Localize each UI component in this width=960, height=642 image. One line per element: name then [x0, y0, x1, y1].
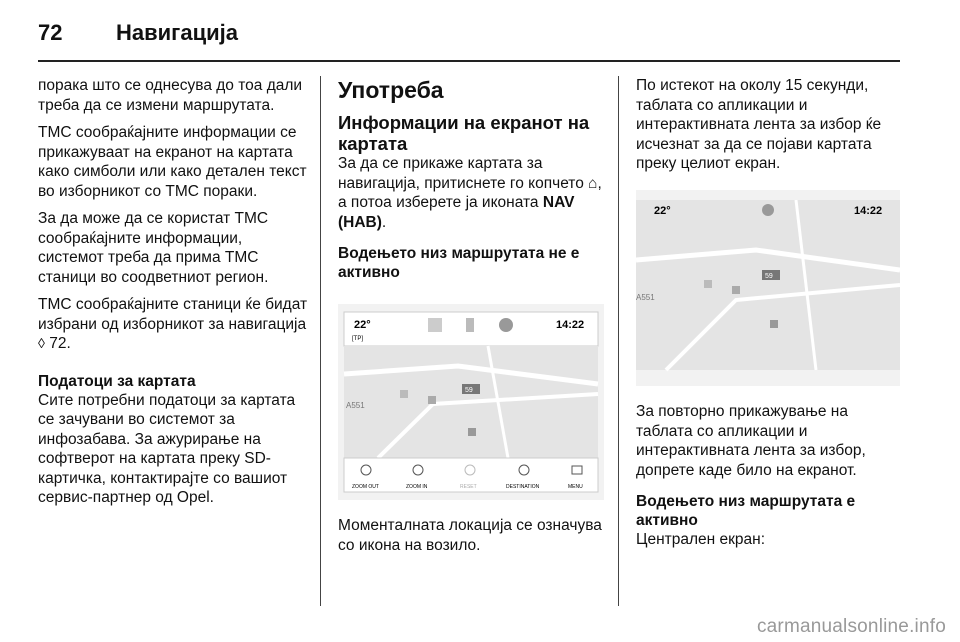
- temperature: 22°: [354, 319, 371, 331]
- section-subheading: Водењето низ маршрутата не е активно: [338, 245, 580, 281]
- paragraph: Сите потребни податоци за картата се зачувани во системот за инфозабава. За ажурирање на софтверот на картата преку SD-картичка, контактирајте со вашиот сервис-партнер од Opel.: [38, 391, 296, 506]
- paragraph-text: TMC сообраќајните станици ќе бидат избрани од изборникот за навигација: [38, 296, 308, 333]
- paragraph-text: .: [381, 213, 387, 231]
- paragraph: За повторно прикажување на таблата со апликации и интерактивната лента за избор, допрете каде било на екранот.: [636, 403, 866, 479]
- svg-text:MENU: MENU: [568, 484, 583, 490]
- nav-icon[interactable]: [499, 318, 513, 332]
- tp-indicator: [TP]: [352, 336, 364, 342]
- column-3: [636, 76, 908, 182]
- page-title: Навигација: [116, 20, 238, 45]
- paragraph-text: , а потоа изберете ја иконата: [338, 174, 602, 211]
- svg-text:ZOOM OUT: ZOOM OUT: [352, 484, 379, 490]
- nav-label: NAV (HAB): [338, 194, 575, 231]
- clock: 14:22: [854, 205, 883, 217]
- paragraph: TMC сообраќајните информации се прикажуваат на екранот на картата како симболи или како детален текст во изборникот со TMC пораки.: [38, 124, 307, 200]
- nav-icon[interactable]: [762, 204, 774, 216]
- poi-icon[interactable]: [704, 280, 712, 288]
- page-reference-link[interactable]: 72.: [49, 335, 71, 352]
- navigation-fullscreen-image: [636, 190, 900, 386]
- image-caption: Моменталната локација се означува со икона на возило.: [338, 517, 602, 554]
- vehicle-icon: [468, 428, 476, 436]
- road-number: 59: [765, 273, 773, 280]
- audio-icon[interactable]: [428, 318, 442, 332]
- column-divider-1: [320, 76, 321, 606]
- section-subheading: Податоци за картата: [38, 372, 196, 390]
- paragraph: За да може да се користат TMC сообраќајните информации, системот треба да прима TMC станици во соодветниот регион.: [38, 210, 269, 286]
- page-reference-icon: ◊: [38, 335, 45, 351]
- paragraph: Централен екран:: [636, 531, 766, 548]
- section-heading: Употреба: [338, 77, 444, 103]
- paragraph-text: За да се прикаже картата за навигација, притиснете го копчето: [338, 155, 584, 192]
- poi-icon[interactable]: [400, 390, 408, 398]
- column-1: [38, 76, 308, 516]
- section-subheading: Водењето низ маршрутата е активно: [636, 493, 856, 529]
- map-label: A551: [346, 401, 365, 410]
- clock: 14:22: [556, 319, 585, 331]
- watermark: carmanualsonline.info: [756, 616, 946, 637]
- map-label: A551: [636, 293, 655, 302]
- road-number: 59: [465, 387, 473, 394]
- column-3-lower: [636, 402, 908, 558]
- svg-text:ZOOM IN: ZOOM IN: [406, 484, 428, 490]
- phone-icon[interactable]: [466, 318, 474, 332]
- column-divider-2: [618, 76, 619, 606]
- home-button-icon: ⌂: [588, 174, 598, 192]
- temperature: 22°: [654, 205, 671, 217]
- paragraph: [338, 154, 606, 232]
- poi-icon[interactable]: [428, 396, 436, 404]
- header-rule: [38, 60, 900, 62]
- column-2: [338, 76, 606, 282]
- vehicle-icon: [770, 320, 778, 328]
- map-area[interactable]: [636, 200, 900, 370]
- page-number: 72: [38, 20, 63, 45]
- section-subheading: Информации на екранот на картата: [338, 112, 590, 154]
- page-header: [38, 16, 928, 60]
- svg-text:DESTINATION: DESTINATION: [506, 484, 540, 490]
- paragraph: По истекот на околу 15 секунди, таблата со апликации и интерактивната лента за избор ќе исчезнат за да се појави картата преку целиот екран.: [636, 77, 882, 172]
- navigation-screen-image: [338, 304, 604, 500]
- paragraph: [38, 295, 308, 354]
- poi-icon[interactable]: [732, 286, 740, 294]
- svg-text:RESET: RESET: [460, 484, 477, 490]
- caption-block: [338, 516, 606, 563]
- map-area[interactable]: [344, 346, 598, 458]
- paragraph: порака што се однесува до тоа дали треба да се измени маршрутата.: [38, 77, 303, 114]
